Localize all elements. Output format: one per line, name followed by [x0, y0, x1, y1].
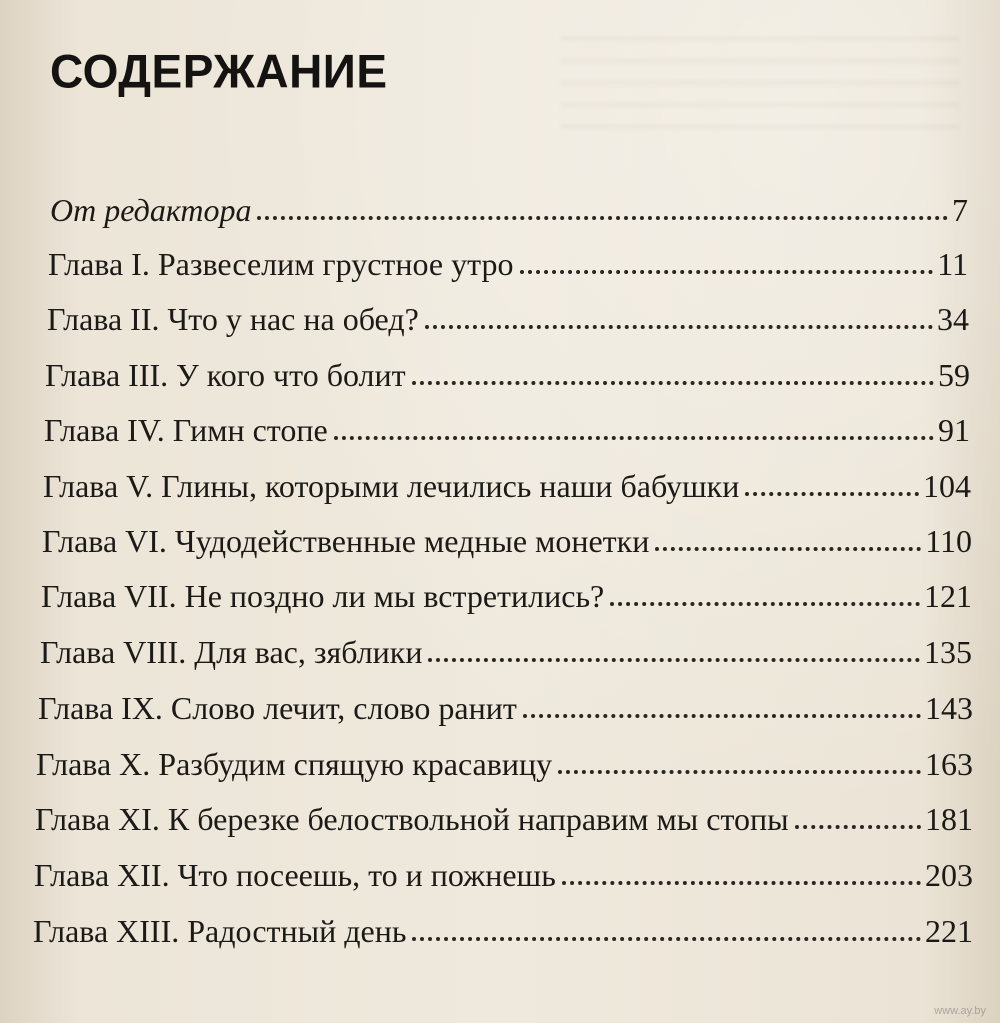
toc-entry — [34, 851, 973, 895]
dot-leader — [562, 881, 921, 885]
toc-entry-page: 181 — [925, 801, 973, 837]
toc-entry-page: 104 — [923, 468, 971, 504]
dot-leader — [412, 937, 921, 941]
toc-entry — [48, 240, 968, 284]
toc-entry — [45, 351, 970, 395]
toc-entry — [41, 572, 972, 616]
toc-entry-title: Глава IX. Слово лечит, слово ранит — [38, 690, 517, 726]
watermark: www.ay.by — [934, 1005, 986, 1017]
toc-entry-title: Глава VIII. Для вас, зяблики — [40, 634, 423, 670]
toc-entry-title: Глава VI. Чудодейственные медные монетки — [42, 523, 650, 559]
dot-leader — [425, 325, 933, 329]
toc-entry — [43, 462, 971, 506]
dot-leader — [334, 436, 934, 440]
toc-entry-title: Глава II. Что у нас на обед? — [47, 301, 419, 337]
toc-entry-title: Глава III. У кого что болит — [45, 357, 406, 393]
toc-entry-title: Глава XII. Что посеешь, то и пожнешь — [34, 857, 556, 893]
dot-leader — [523, 714, 921, 718]
toc-entry-title: Глава IV. Гимн стопе — [44, 412, 328, 448]
toc-entry-page: 163 — [925, 746, 973, 782]
toc-entry-page: 135 — [924, 634, 972, 670]
toc-entry-page: 91 — [938, 412, 970, 448]
toc-entry-title: Глава XIII. Радостный день — [33, 913, 407, 949]
toc-entry — [36, 740, 973, 784]
toc-entry-title: Глава I. Развеселим грустное утро — [48, 246, 514, 282]
toc-entry-title: От редактора — [50, 192, 252, 228]
toc-entry — [33, 907, 973, 951]
dot-leader — [520, 270, 934, 274]
dot-leader — [412, 381, 934, 385]
toc-entry-title: Глава VII. Не поздно ли мы встретились? — [41, 578, 605, 614]
dot-leader — [745, 492, 919, 496]
toc-entry-page: 34 — [937, 301, 969, 337]
toc-entry — [40, 628, 972, 672]
dot-leader — [655, 547, 921, 551]
toc-entry — [38, 684, 973, 728]
toc-entry-page: 221 — [925, 913, 973, 949]
toc-entry-page: 11 — [937, 246, 968, 282]
toc-entry-page: 59 — [938, 357, 970, 393]
dot-leader — [610, 602, 920, 606]
page-title: СОДЕРЖАНИЕ — [50, 44, 388, 98]
toc-entry — [47, 295, 969, 339]
toc-entry-title: Глава X. Разбудим спящую красавицу — [36, 746, 553, 782]
toc-entry-page: 143 — [925, 690, 973, 726]
toc-entry-page: 7 — [952, 192, 968, 228]
toc-entry-page: 121 — [924, 578, 972, 614]
toc-entry-page: 110 — [925, 523, 972, 559]
dot-leader — [558, 770, 921, 774]
toc-entry-page: 203 — [925, 857, 973, 893]
dot-leader — [795, 825, 921, 829]
toc-entry — [35, 795, 973, 839]
toc-entry — [42, 517, 972, 561]
dot-leader — [428, 658, 920, 662]
toc-entry — [44, 406, 970, 450]
toc-entry-title: Глава V. Глины, которыми лечились наши бабушки — [43, 468, 740, 504]
dot-leader — [257, 216, 948, 220]
toc-entry-title: Глава XI. К березке белоствольной направим мы стопы — [35, 801, 789, 837]
toc-entry — [50, 186, 968, 230]
